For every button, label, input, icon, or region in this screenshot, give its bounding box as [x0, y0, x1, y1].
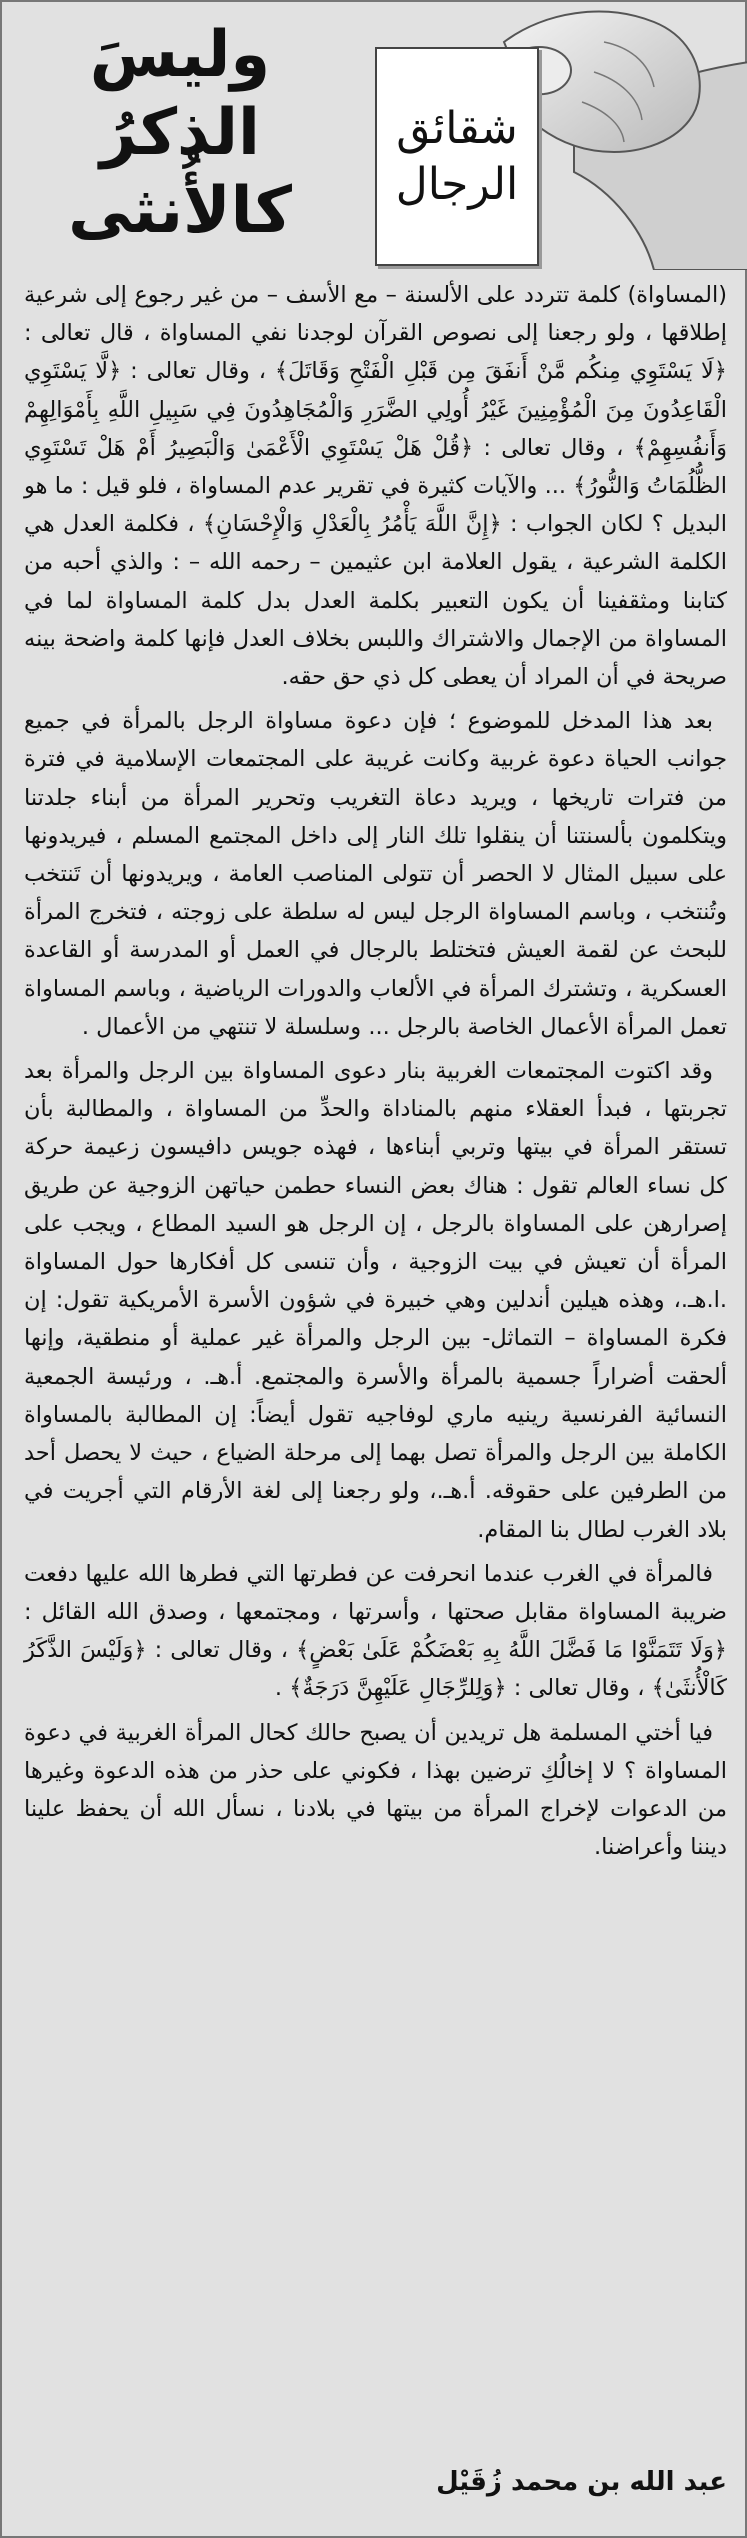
article-title-line-1: وليسَ [89, 18, 271, 92]
author-signature: عبد الله بن محمد زُقَيْل [436, 2467, 727, 2497]
article-title-line-3: كالأُنثى [68, 174, 292, 248]
article-title [30, 16, 330, 250]
article-body [24, 276, 727, 1872]
logo-word-1: شقائق [396, 103, 518, 154]
paragraph-5: فيا أختي المسلمة هل تريدين أن يصبح حالك كحال المرأة الغربية في دعوة المساواة ؟ لا إخالُكِ ترضين بهذا ، فكوني على حذر من هذه الدعوة وغيرها من الدعوات لإخراج المرأة من بيتها في بلادنا ، نسأل الله أن يحفظ علينا ديننا وأعراضنا. [24, 1719, 727, 1861]
paragraph-4: فالمرأة في الغرب عندما انحرفت عن فطرتها التي فطرها الله عليها دفعت ضريبة المساواة مقابل صحتها ، وأسرتها ، ومجتمعها ، وصدق الله القائل : ﴿وَلَا تَتَمَنَّوْا مَا فَضَّلَ اللَّهُ بِهِ بَعْضَكُمْ عَلَىٰ بَعْضٍ﴾ ، وقال تعالى : ﴿وَلَيْسَ الذَّكَرُ كَالْأُنثَىٰ﴾ ، وقال تعالى : ﴿وَلِلرِّجَالِ عَلَيْهِنَّ دَرَجَةٌ﴾ . [24, 1560, 727, 1702]
paragraph-2: بعد هذا المدخل للموضوع ؛ فإن دعوة مساواة الرجل بالمرأة في جميع جوانب الحياة دعوة غربية وكانت غريبة على المجتمعات الإسلامية في فترة من فترات تاريخها ، ويريد دعاة التغريب وتحرير المرأة من أبناء جلدتنا ويتكلمون بألسنتنا أن ينقلوا تلك النار إلى داخل المجتمع المسلم ، فيريدونها على سبيل المثال لا الحصر أن تتولى المناصب العامة ، ويريدونها أن تَنتخب وتُنتخب ، وباسم المساواة الرجل ليس له سلطة على زوجته ، فتخرج المرأة للبحث عن لقمة العيش فتختلط بالرجال في العمل أو المدرسة أو القاعدة العسكرية ، وتشترك المرأة في الألعاب والدورات الرياضية ، وباسم المساواة تعمل المرأة الأعمال الخاصة بالرجل ... وسلسلة لا تنتهي من الأعمال . [24, 708, 727, 1040]
article-title-line-2: الذكرُ [100, 96, 260, 170]
logo-card [375, 47, 539, 266]
column-header [2, 2, 745, 270]
paragraph-3: وقد اكتوت المجتمعات الغربية بنار دعوى المساواة بين الرجل والمرأة بعد تجربتها ، فبدأ العقلاء منهم بالمناداة والحدِّ من المساواة ، والمطالبة بأن تستقر المرأة في بيتها وتربي أبناءها ، فهذه جويس دافيسون زعيمة حركة كل نساء العالم تقول : هناك بعض النساء حطمن حياتهن الزوجية عن طريق إصرارهن على المساواة بالرجل ، إن الرجل هو السيد المطاع ، ويجب على المرأة أن تعيش في بيت الزوجية ، وأن تنسى كل أفكارها حول المساواة .ا.هـ.، وهذه هيلين أندلين وهي خبيرة في شؤون الأسرة الأمريكية تقول: إن فكرة المساواة – التماثل- بين الرجل والمرأة غير عملية أو منطقية، وإنها ألحقت أضراراً جسمية بالمرأة والأسرة والمجتمع. أ.هـ. ، ورئيسة الجمعية النسائية الفرنسية رينيه ماري لوفاجيه تقول أيضاً: إن المطالبة بالمساواة الكاملة بين الرجل والمرأة تصل بهما إلى مرحلة الضياع ، حيث لا يحصل أحد من الطرفين على حقوقه. أ.هـ.، ولو رجعنا إلى لغة الأرقام التي أجريت في بلاد الغرب لطال بنا المقام. [24, 1058, 727, 1543]
logo-word-2: الرجال [395, 159, 519, 210]
paragraph-1: (المساواة) كلمة تتردد على الألسنة – مع الأسف – من غير رجوع إلى شرعية إطلاقها ، ولو رجعنا إلى نصوص القرآن لوجدنا نفي المساواة ، قال تعالى : ﴿لَا يَسْتَوِي مِنكُم مَّنْ أَنفَقَ مِن قَبْلِ الْفَتْحِ وَقَاتَلَ﴾ ، وقال تعالى : ﴿لَّا يَسْتَوِي الْقَاعِدُونَ مِنَ الْمُؤْمِنِينَ غَيْرُ أُولِي الضَّرَرِ وَالْمُجَاهِدُونَ فِي سَبِيلِ اللَّهِ بِأَمْوَالِهِمْ وَأَنفُسِهِمْ﴾ ، وقال تعالى : ﴿قُلْ هَلْ يَسْتَوِي الْأَعْمَىٰ وَالْبَصِيرُ أَمْ هَلْ تَسْتَوِي الظُّلُمَاتُ وَالنُّورُ﴾ ... والآيات كثيرة في تقرير عدم المساواة ، فلو قيل : ما هو البديل ؟ لكان الجواب : ﴿إِنَّ اللَّهَ يَأْمُرُ بِالْعَدْلِ وَالْإِحْسَانِ﴾ ، فكلمة العدل هي الكلمة الشرعية ، يقول العلامة ابن عثيمين – رحمه الله – : والذي أحبه من كتابنا ومثقفينا أن يكون التعبير بكلمة العدل بدل كلمة المساواة لما في المساواة من الإجمال والاشتراك واللبس بخلاف العدل فإنها كلمة واضحة بينه صريحة في أن المراد أن يعطى كل ذي حق حقه. [24, 282, 727, 691]
column-logo [354, 2, 747, 270]
